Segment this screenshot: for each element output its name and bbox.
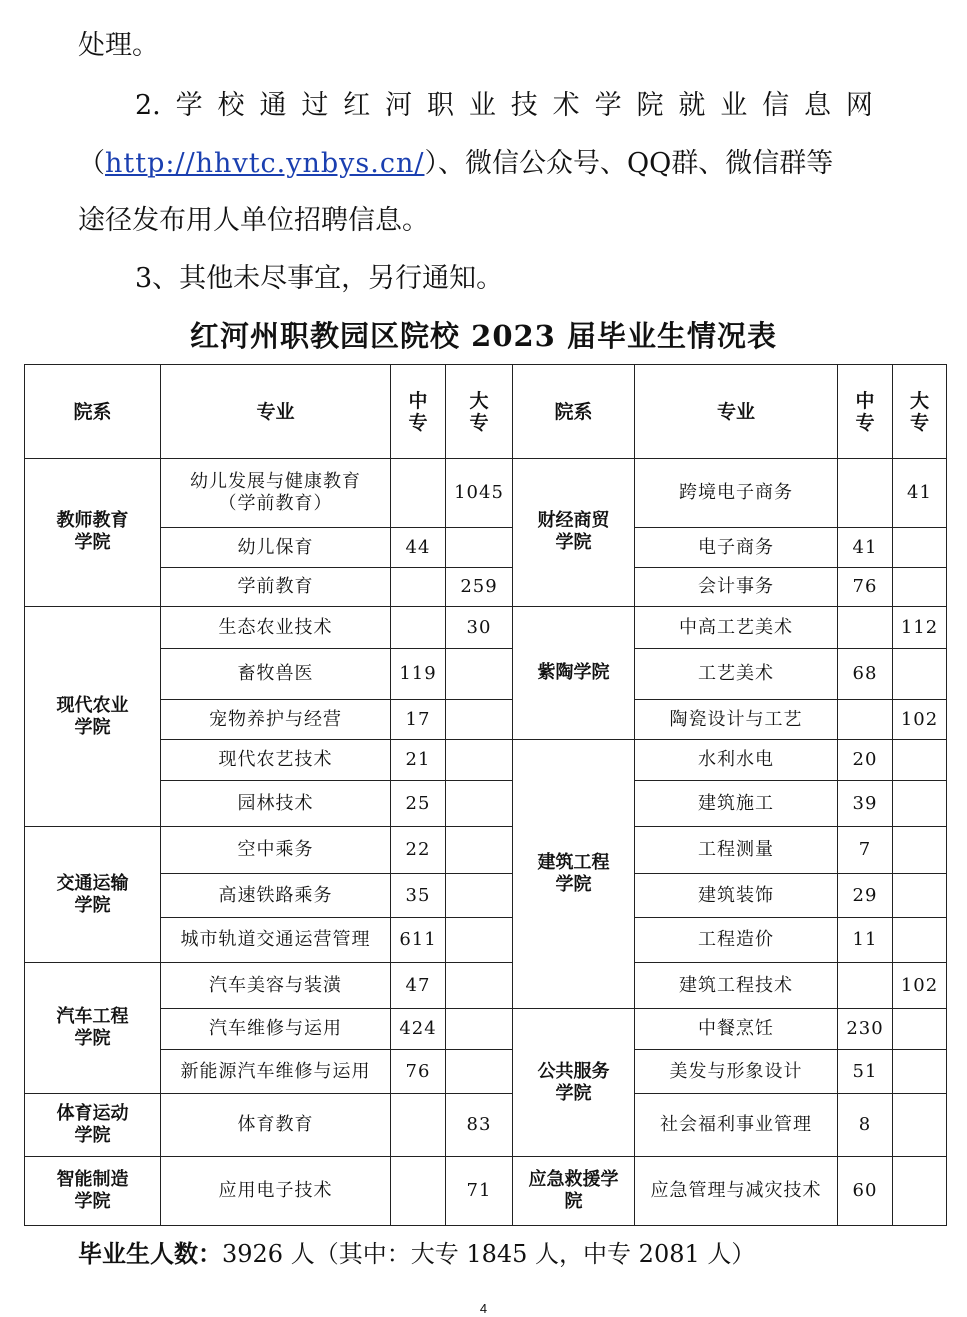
table-row bbox=[25, 1009, 947, 1049]
dazhuan-count bbox=[446, 699, 513, 739]
text-line: 学前教育 bbox=[237, 576, 314, 598]
dazhuan-count bbox=[446, 780, 513, 827]
major-cell bbox=[161, 962, 391, 1009]
table-title: 红河州职教园区院校 2023 届毕业生情况表 bbox=[190, 319, 777, 353]
major-cell bbox=[635, 568, 838, 606]
dazhuan-count bbox=[893, 1157, 947, 1226]
dazhuan-count bbox=[893, 1009, 947, 1049]
dazhuan-count: 1045 bbox=[446, 459, 513, 528]
p2-char: 技 bbox=[510, 90, 538, 121]
text-line: 工程造价 bbox=[698, 929, 774, 951]
text-line: 建筑工程 bbox=[537, 852, 610, 874]
text-line: 中 bbox=[855, 389, 875, 412]
text-line: 应急管理与减灾技术 bbox=[650, 1180, 822, 1202]
major-cell bbox=[161, 1009, 391, 1049]
paragraph-link-line bbox=[78, 146, 873, 182]
text-line: 幼儿保育 bbox=[237, 536, 314, 558]
p2-char: 学 bbox=[594, 90, 622, 121]
dazhuan-count bbox=[446, 740, 513, 780]
major-cell bbox=[635, 1094, 838, 1157]
text-line: 幼儿发展与健康教育 bbox=[190, 470, 361, 492]
zhongzhuan-count: 29 bbox=[838, 873, 893, 918]
text-line: 财经商贸 bbox=[537, 510, 610, 532]
col-header-dept: 院系 bbox=[25, 365, 161, 459]
table-row bbox=[25, 827, 947, 874]
table-row bbox=[25, 1157, 947, 1226]
dazhuan-count bbox=[446, 649, 513, 700]
zhongzhuan-count: 611 bbox=[391, 918, 446, 963]
dazhuan-count bbox=[893, 527, 947, 567]
p2-char: 术 bbox=[552, 90, 580, 121]
col-header-zhongzhuan bbox=[391, 365, 446, 459]
col-header-dazhuan bbox=[893, 365, 947, 459]
employment-site-link[interactable]: http://hhvtc.ynbys.cn/ bbox=[105, 148, 425, 179]
text-line: 学院 bbox=[74, 1028, 111, 1050]
major-cell bbox=[635, 873, 838, 918]
department-cell bbox=[513, 740, 635, 1009]
zhongzhuan-count: 22 bbox=[391, 827, 446, 874]
text-line: 学院 bbox=[555, 1082, 592, 1104]
paragraph-item-3: 3、其他未尽事宜，另行通知。 bbox=[135, 263, 504, 294]
dazhuan-count: 83 bbox=[446, 1094, 513, 1157]
text-line: 空中乘务 bbox=[237, 839, 314, 861]
major-cell bbox=[635, 780, 838, 827]
major-cell bbox=[635, 962, 838, 1009]
dazhuan-count bbox=[446, 527, 513, 567]
zhongzhuan-count bbox=[391, 606, 446, 648]
zhongzhuan-count: 17 bbox=[391, 699, 446, 739]
p2-char: 校 bbox=[217, 90, 245, 121]
zhongzhuan-count: 119 bbox=[391, 649, 446, 700]
zhongzhuan-count: 41 bbox=[838, 527, 893, 567]
major-cell bbox=[635, 527, 838, 567]
text-line: 体育教育 bbox=[237, 1114, 314, 1136]
text-line: 学院 bbox=[555, 874, 592, 896]
dazhuan-count: 102 bbox=[893, 962, 947, 1009]
major-cell bbox=[161, 1049, 391, 1094]
text-line: 美发与形象设计 bbox=[669, 1060, 803, 1082]
open-paren: （ bbox=[78, 148, 105, 179]
channels-text: ）、微信公众号、QQ群、微信群等 bbox=[424, 148, 834, 179]
table-row bbox=[25, 699, 947, 739]
department-cell bbox=[25, 459, 161, 607]
text-line: 院 bbox=[564, 1191, 583, 1213]
table-row bbox=[25, 606, 947, 648]
zhongzhuan-count: 7 bbox=[838, 827, 893, 874]
text-line: 会计事务 bbox=[698, 576, 774, 598]
table-row bbox=[25, 1094, 947, 1157]
major-cell bbox=[635, 1049, 838, 1094]
major-cell bbox=[161, 459, 391, 528]
major-cell bbox=[635, 649, 838, 700]
zhongzhuan-count bbox=[391, 1157, 446, 1226]
text-line: 汽车维修与运用 bbox=[209, 1018, 342, 1040]
dazhuan-count bbox=[893, 740, 947, 780]
text-line: 现代农艺技术 bbox=[218, 749, 333, 771]
dazhuan-count bbox=[446, 962, 513, 1009]
zhongzhuan-count: 68 bbox=[838, 649, 893, 700]
text-line: 陶瓷设计与工艺 bbox=[669, 708, 803, 730]
major-cell bbox=[161, 873, 391, 918]
major-cell bbox=[635, 606, 838, 648]
table-row bbox=[25, 1049, 947, 1094]
table-row bbox=[25, 459, 947, 528]
zhongzhuan-count: 230 bbox=[838, 1009, 893, 1049]
zhongzhuan-count bbox=[838, 459, 893, 528]
dazhuan-count bbox=[893, 827, 947, 874]
table-row bbox=[25, 873, 947, 918]
dazhuan-count bbox=[446, 918, 513, 963]
table-row bbox=[25, 649, 947, 700]
zhongzhuan-count: 39 bbox=[838, 780, 893, 827]
zhongzhuan-count bbox=[391, 1094, 446, 1157]
col-header-zhongzhuan bbox=[838, 365, 893, 459]
text-line: 专 bbox=[855, 411, 875, 434]
zhongzhuan-count: 35 bbox=[391, 873, 446, 918]
text-line: 专 bbox=[408, 411, 428, 434]
dazhuan-count bbox=[446, 1009, 513, 1049]
department-cell bbox=[25, 962, 161, 1094]
p2-char: 过 bbox=[301, 90, 329, 121]
zhongzhuan-count: 25 bbox=[391, 780, 446, 827]
col-header-dept: 院系 bbox=[513, 365, 635, 459]
dazhuan-count: 30 bbox=[446, 606, 513, 648]
text-line: 学院 bbox=[74, 1191, 111, 1213]
text-line: 智能制造 bbox=[56, 1169, 129, 1191]
p2-char: 业 bbox=[468, 90, 496, 121]
text-line: 城市轨道交通运营管理 bbox=[180, 929, 371, 951]
major-cell bbox=[161, 740, 391, 780]
text-line: 高速铁路乘务 bbox=[218, 884, 333, 906]
text-line: 生态农业技术 bbox=[218, 616, 333, 638]
major-cell bbox=[161, 1094, 391, 1157]
text-line: 学院 bbox=[74, 1125, 111, 1147]
zhongzhuan-count: 21 bbox=[391, 740, 446, 780]
zhongzhuan-count: 47 bbox=[391, 962, 446, 1009]
major-cell bbox=[635, 699, 838, 739]
p2-char: 院 bbox=[636, 90, 664, 121]
major-cell bbox=[161, 568, 391, 606]
department-cell bbox=[25, 606, 161, 827]
text-line: 学院 bbox=[555, 532, 592, 554]
department-cell bbox=[25, 1157, 161, 1226]
major-cell bbox=[635, 740, 838, 780]
p2-char: 红 bbox=[343, 90, 371, 121]
table-row bbox=[25, 962, 947, 1009]
department-cell bbox=[25, 827, 161, 963]
text-line: 建筑装饰 bbox=[698, 884, 774, 906]
dazhuan-count bbox=[446, 1049, 513, 1094]
col-header-dazhuan bbox=[446, 365, 513, 459]
p2-char: 河 bbox=[385, 90, 413, 121]
text-line: 现代农业 bbox=[56, 694, 129, 716]
text-line: 体育运动 bbox=[56, 1103, 129, 1125]
zhongzhuan-count bbox=[838, 962, 893, 1009]
major-cell bbox=[635, 918, 838, 963]
item-number: 2. bbox=[135, 90, 161, 121]
zhongzhuan-count: 76 bbox=[838, 568, 893, 606]
major-cell bbox=[161, 918, 391, 963]
text-line: 交通运输 bbox=[56, 872, 129, 894]
text-line: 新能源汽车维修与运用 bbox=[180, 1060, 371, 1082]
text-line: 社会福利事业管理 bbox=[660, 1114, 812, 1136]
major-cell bbox=[161, 527, 391, 567]
zhongzhuan-count bbox=[391, 459, 446, 528]
dazhuan-count bbox=[893, 568, 947, 606]
text-line: 学院 bbox=[74, 894, 111, 916]
p2-char: 网 bbox=[845, 90, 873, 121]
text-line: 电子商务 bbox=[698, 536, 774, 558]
dazhuan-count bbox=[893, 918, 947, 963]
col-header-major: 专业 bbox=[161, 365, 391, 459]
zhongzhuan-count: 424 bbox=[391, 1009, 446, 1049]
text-line: 大 bbox=[469, 389, 489, 412]
text-line: 水利水电 bbox=[698, 749, 774, 771]
p2-char: 学 bbox=[175, 90, 203, 121]
text-line: 专 bbox=[909, 411, 929, 434]
dazhuan-count: 112 bbox=[893, 606, 947, 648]
text-line: 宠物养护与经营 bbox=[209, 708, 342, 730]
header-row bbox=[25, 365, 947, 459]
text-line: 园林技术 bbox=[237, 792, 314, 814]
text-line: 应急救援学 bbox=[528, 1169, 619, 1191]
major-cell bbox=[161, 649, 391, 700]
summary-label: 毕业生人数： bbox=[78, 1240, 222, 1268]
dazhuan-count: 259 bbox=[446, 568, 513, 606]
dazhuan-count: 41 bbox=[893, 459, 947, 528]
table-row bbox=[25, 568, 947, 606]
table-row bbox=[25, 740, 947, 780]
zhongzhuan-count: 60 bbox=[838, 1157, 893, 1226]
zhongzhuan-count bbox=[838, 699, 893, 739]
text-line: 大 bbox=[909, 389, 929, 412]
major-cell bbox=[635, 827, 838, 874]
zhongzhuan-count: 44 bbox=[391, 527, 446, 567]
text-line: 紫陶学院 bbox=[537, 662, 610, 684]
major-cell bbox=[161, 699, 391, 739]
text-line: 学院 bbox=[74, 532, 111, 554]
p2-char: 职 bbox=[427, 90, 454, 121]
table-row bbox=[25, 527, 947, 567]
dazhuan-count bbox=[893, 1094, 947, 1157]
p2-char: 业 bbox=[720, 90, 748, 121]
text-line: 工艺美术 bbox=[698, 663, 774, 685]
text-line: 建筑施工 bbox=[698, 792, 774, 814]
dazhuan-count: 71 bbox=[446, 1157, 513, 1226]
text-line: 教师教育 bbox=[56, 510, 129, 532]
department-cell bbox=[513, 459, 635, 607]
dazhuan-count bbox=[893, 873, 947, 918]
paragraph-continuation: 处理。 bbox=[78, 30, 159, 61]
p2-char: 通 bbox=[259, 90, 287, 121]
zhongzhuan-count: 76 bbox=[391, 1049, 446, 1094]
zhongzhuan-count: 11 bbox=[838, 918, 893, 963]
graduate-summary bbox=[78, 1236, 755, 1272]
zhongzhuan-count: 51 bbox=[838, 1049, 893, 1094]
text-line: 学院 bbox=[74, 716, 111, 738]
paragraph-item-2 bbox=[135, 88, 873, 124]
major-cell bbox=[635, 459, 838, 528]
zhongzhuan-count bbox=[838, 606, 893, 648]
summary-text: 3926 人（其中：大专 1845 人，中专 2081 人） bbox=[222, 1240, 756, 1268]
major-cell bbox=[161, 606, 391, 648]
page-number: 4 bbox=[479, 1301, 488, 1316]
department-cell bbox=[513, 606, 635, 740]
dazhuan-count bbox=[446, 827, 513, 874]
text-line: 应用电子技术 bbox=[218, 1180, 333, 1202]
dazhuan-count bbox=[893, 649, 947, 700]
department-cell bbox=[513, 1157, 635, 1226]
graduates-table bbox=[24, 364, 947, 1226]
text-line: 中 bbox=[408, 389, 428, 412]
dazhuan-count: 102 bbox=[893, 699, 947, 739]
text-line: 中餐烹饪 bbox=[698, 1018, 774, 1040]
major-cell bbox=[635, 1009, 838, 1049]
p2-char: 就 bbox=[678, 90, 706, 121]
text-line: 中高工艺美术 bbox=[679, 616, 793, 638]
text-line: 建筑工程技术 bbox=[679, 974, 793, 996]
major-cell bbox=[161, 780, 391, 827]
text-line: 畜牧兽医 bbox=[237, 663, 314, 685]
major-cell bbox=[635, 1157, 838, 1226]
text-line: 工程测量 bbox=[698, 839, 774, 861]
paragraph-line: 途径发布用人单位招聘信息。 bbox=[78, 205, 429, 236]
table-row bbox=[25, 918, 947, 963]
col-header-major: 专业 bbox=[635, 365, 838, 459]
text-line: 公共服务 bbox=[537, 1060, 610, 1082]
zhongzhuan-count: 20 bbox=[838, 740, 893, 780]
text-line: 汽车美容与装潢 bbox=[209, 974, 342, 996]
major-cell bbox=[161, 827, 391, 874]
major-cell bbox=[161, 1157, 391, 1226]
table-row bbox=[25, 780, 947, 827]
text-line: （学前教育） bbox=[218, 492, 333, 514]
text-line: 汽车工程 bbox=[56, 1006, 129, 1028]
p2-char: 息 bbox=[804, 90, 832, 121]
department-cell bbox=[513, 1009, 635, 1157]
text-line: 专 bbox=[469, 411, 489, 434]
dazhuan-count bbox=[446, 873, 513, 918]
dazhuan-count bbox=[893, 1049, 947, 1094]
p2-char: 信 bbox=[762, 90, 790, 121]
text-line: 跨境电子商务 bbox=[679, 481, 793, 503]
department-cell bbox=[25, 1094, 161, 1157]
zhongzhuan-count: 8 bbox=[838, 1094, 893, 1157]
dazhuan-count bbox=[893, 780, 947, 827]
zhongzhuan-count bbox=[391, 568, 446, 606]
